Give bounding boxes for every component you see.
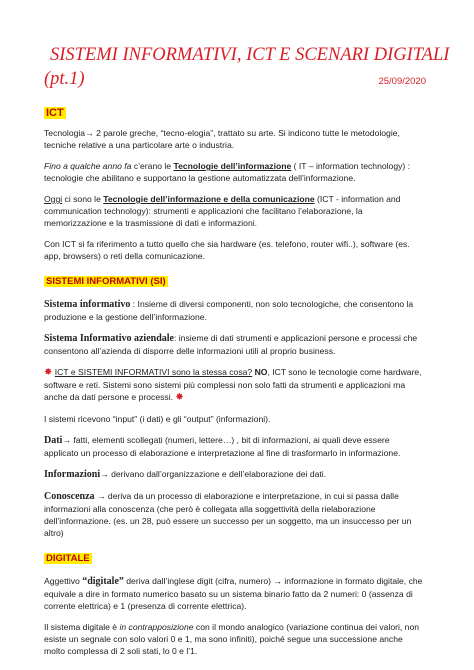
text-underlined: ICT e SISTEMI INFORMATIVI sono la stessa cosa? <box>54 367 253 377</box>
text: Il sistema digitale è <box>44 622 120 632</box>
paragraph-dati <box>44 434 426 459</box>
paragraph-input-output: I sistemi ricevono “input” (i dati) e gli “output” (informazioni). <box>44 414 271 424</box>
text: ci sono le <box>62 194 104 204</box>
paragraph-it <box>44 160 426 184</box>
paragraph-tecnologia <box>44 127 426 151</box>
flower-icon: ✸ <box>44 367 53 378</box>
document-title <box>44 44 450 93</box>
text: derivano dall’organizzazione e dell’elaborazione dei dati. <box>108 469 327 479</box>
term: Tecnologie dell’informazione <box>173 161 292 171</box>
text-underlined: Oggi <box>44 194 63 204</box>
text: informazione in formato digitale, che equivale a dire in formato numerico basato su un sistema binario fatto da 2 numeri: 0 (assenza di corrente elettrica) e 1 (presenza di corrente elettrica). <box>44 576 423 611</box>
text: ( IT – information technology) : tecnologie che abilitano e supportano la gestione automatizzata dell’informazione. <box>44 161 411 183</box>
paragraph-ict-scope: Con ICT si fa riferimento a tutto quello che sia hardware (es. telefono, router wifi..), software (es. app, browsers) o reti della comunicazione. <box>44 239 410 261</box>
section-heading-digitale: DIGITALE <box>46 553 90 564</box>
text: deriva da un processo di elaborazione e interpretazione, in cui si passa dalle informazioni alla conoscenza (che però è collegata alla soggettività della rielaborazione dell’informazione. (es. un 28, può essere un successo per un soggetto, ma un insuccesso per un altro) <box>44 491 412 538</box>
text-italic: in contrapposizione <box>119 622 194 632</box>
arrow-icon: → <box>100 469 109 479</box>
paragraph-informazioni <box>44 468 426 481</box>
paragraph-sistema-informativo <box>44 298 426 323</box>
term: Conoscenza <box>44 491 95 502</box>
document-date: 25/09/2020 <box>378 76 426 87</box>
text: (ICT - information and communication technology): strumenti e applicazioni che facilitano l’elaborazione, la memorizzazione e la trasmissione di dati e informazioni. <box>44 194 401 228</box>
arrow-icon: → <box>94 491 106 501</box>
arrow-icon: → <box>62 435 71 445</box>
term: Sistema informativo <box>44 299 131 310</box>
text: , ICT sono le tecnologie come hardware, software e reti. Sistemi sono sistemi più complessi non solo fatti da strumenti e applicazioni ma anche da dati persone e processi. <box>44 367 422 402</box>
text-italic: Fino a qualche anno fa <box>44 161 132 171</box>
paragraph-digitale <box>44 575 426 612</box>
flower-icon: ✸ <box>175 392 184 403</box>
arrow-icon: → <box>85 128 94 138</box>
term: “digitale” <box>82 576 124 587</box>
term: Informazioni <box>44 469 101 480</box>
title-text: SISTEMI INFORMATIVI, ICT E SCENARI DIGITALI <box>50 45 450 65</box>
term: Sistema Informativo aziendale <box>44 333 174 344</box>
paragraph-sistema-aziendale <box>44 332 426 357</box>
text-bold: NO <box>252 367 268 377</box>
text: Tecnologia <box>44 128 86 138</box>
text: c’erano le <box>131 161 174 171</box>
text: : Insieme di diversi componenti, non solo tecnologiche, che consentono la produzione e la gestione dell’informazione. <box>44 299 414 322</box>
text: con il mondo analogico (variazione continua dei valori, non esiste un segnale con solo valori 0 e 1, ma sono infiniti), poiché segue una successione anche molto complessa di 2 soli stati, lo 0 e l’1. <box>44 622 420 656</box>
section-heading-si: SISTEMI INFORMATIVI (SI) <box>46 276 166 287</box>
text: 2 parole greche, “tecno-elogia”, trattato su arte. Si indicono tutte le metodologie, tecniche relative a una particolare arte o industria. <box>44 128 400 150</box>
text: fatti, elementi scollegati (numeri, lettere…) , bit di informazioni, ai quali deve essere applicato un processo di elaborazione e interpretazione al fine di trasformarlo in informazione. <box>44 435 401 458</box>
term: Tecnologie dell’informazione e della comunicazione <box>103 194 315 204</box>
paragraph-ict-vs-si <box>44 366 426 404</box>
section-heading-ict: ICT <box>46 107 64 119</box>
text: : insieme di dati strumenti e applicazioni persone e processi che consentono all’azienda di disporre delle informazioni utili al proprio business. <box>44 333 418 356</box>
text: Aggettivo <box>44 576 83 586</box>
title-subtitle: (pt.1) <box>44 69 85 89</box>
paragraph-ict <box>44 193 426 229</box>
text: deriva dall’inglese digit (cifra, numero) <box>123 576 274 586</box>
term: Dati <box>44 435 63 446</box>
paragraph-conoscenza <box>44 490 426 539</box>
arrow-icon: → <box>273 576 282 586</box>
paragraph-analogico <box>44 621 426 657</box>
